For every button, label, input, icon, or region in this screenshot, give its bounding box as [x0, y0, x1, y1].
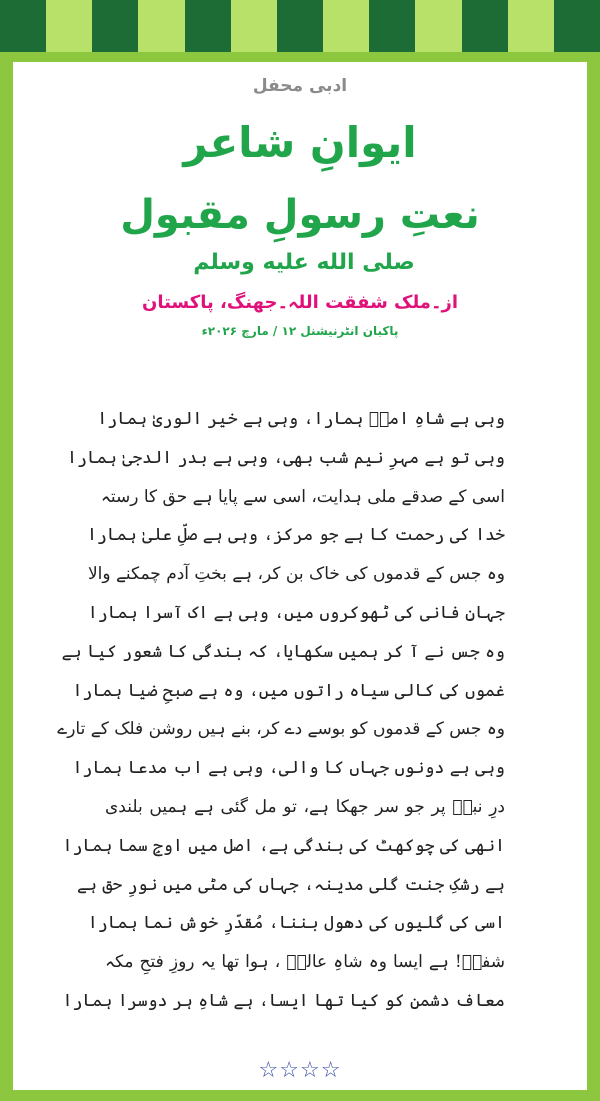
poem-title-text: نعتِ رسولِ مقبول [120, 192, 480, 238]
poem-title [13, 192, 587, 284]
poem-line: وہی تو ہے مہرِ نیم شب بھی، وہی ہے بدر الدجیٰ ہمارا [67, 447, 505, 468]
section-label: ادبی محفل [252, 76, 348, 96]
poem-body [57, 400, 505, 1021]
stripe [138, 0, 184, 52]
poem-line: درِ نبیؐ پر جو سر جھکا ہے، تو مل گئی ہے ہمیں بلندی [105, 796, 505, 817]
stripe [46, 0, 92, 52]
top-stripes [0, 0, 600, 52]
stripe [0, 0, 46, 52]
star-ornament: ☆☆☆☆ [258, 1058, 342, 1083]
stripe [369, 0, 415, 52]
poem-line: شفیؔ! ہے ایسا وہ شاہِ عالمؐ ، ہوا تھا یہ روزِ فتحِ مکہ [105, 952, 505, 973]
stripe [508, 0, 554, 52]
stripe [462, 0, 508, 52]
honorific-seal: صلى الله عليه وسلم [193, 250, 415, 275]
poem-line: اسی کے صدقے ملی ہدایت، اسی سے پایا ہے حق کا رستہ [100, 486, 505, 507]
author-byline: از۔ملک شفقت اللہ۔جھنگ، پاکستان [141, 292, 459, 313]
poem-line: اسی کی گلیوں کی دھول بننا، مُقدّرِ خوش نما ہمارا [87, 913, 505, 934]
poem-line: وہ جس کے قدموں کی خاک بن کر، ہے بختِ آدم چمکنے والا [87, 564, 505, 585]
stripe [323, 0, 369, 52]
stripe [415, 0, 461, 52]
stripe [554, 0, 600, 52]
poem-line: ہے رشکِ جنت گلی مدینہ، جہاں کی مٹی میں نورِ حق ہے [77, 874, 505, 895]
poem-line: وہ جس کے قدموں کو بوسے دے کر، بنے ہیں روشن فلک کے تارے [57, 719, 505, 740]
poem-line: وہی ہے شاہِ اممؐ ہمارا، وہی ہے خیر الوریٰ ہمارا [97, 409, 505, 429]
poem-line: جہانِ فانی کی ٹھوکروں میں، وہی ہے اک آسرا ہمارا [87, 602, 505, 623]
poem-line: غموں کی کالی سیاہ راتوں میں، وہ ہے صبحِ ضیا ہمارا [72, 680, 505, 701]
stripe [185, 0, 231, 52]
poem-line: معاف دشمن کو کیا تھا ایسا، ہے شاہِ ہر دوسرا ہمارا [62, 990, 505, 1011]
stripe [231, 0, 277, 52]
publication-info: پاکبان انٹرنیشنل ۱۲ / مارچ ۲۰۲۶ء [201, 324, 399, 338]
poem-line: وہ جس نے آ کر ہمیں سکھایا، کہ بندگی کا شعور کیا ہے [61, 641, 505, 662]
page-title: ایوانِ شاعر [183, 118, 417, 167]
poem-line: وہی ہے دونوں جہاں کا والی، وہی ہے اب مدعا ہمارا [72, 758, 505, 779]
poem-line: خدا کی رحمت کا ہے جو مرکز، وہی ہے صلِّ علیٰ ہمارا [86, 525, 505, 546]
stripe [92, 0, 138, 52]
poem-line: انھی کی چوکھٹ کی بندگی ہے، اصل میں اوجِ سما ہمارا [62, 835, 505, 856]
stripe [277, 0, 323, 52]
content-card [13, 62, 587, 1090]
